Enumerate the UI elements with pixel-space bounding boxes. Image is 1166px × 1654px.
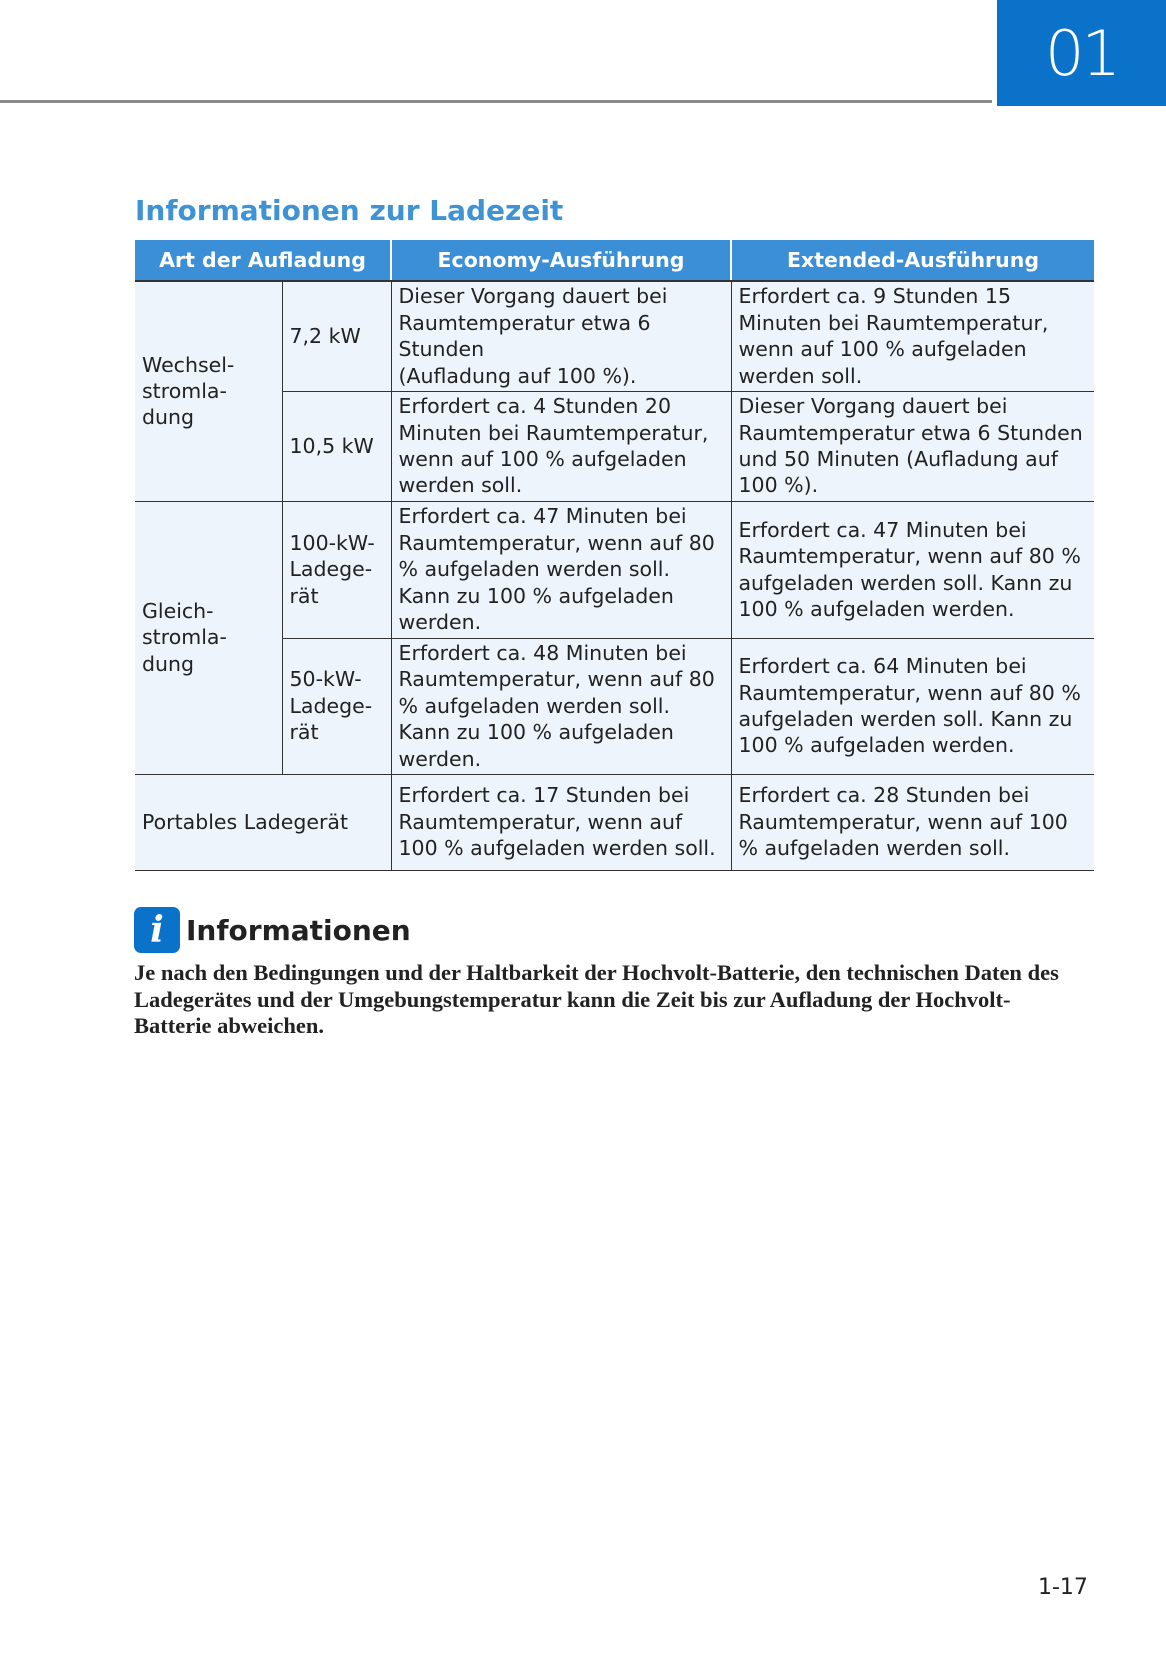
info-heading [134,907,411,953]
type-cell: 50-kW- Ladege- rät [282,638,391,774]
chapter-badge: 01 [997,0,1166,106]
page-number: 1-17 [1038,1575,1088,1600]
extended-cell: Dieser Vorgang dauert bei Raumtemperatur etwa 6 Stunden und 50 Minuten (Aufladung auf 100 %). [731,391,1094,501]
section-title: Informationen zur Ladezeit [135,194,564,227]
info-icon: i [134,907,180,953]
economy-cell: Erfordert ca. 17 Stunden bei Raumtemperatur, wenn auf 100 % aufgeladen werden soll. [391,774,731,870]
table-row [135,281,1094,391]
economy-cell: Erfordert ca. 47 Minuten bei Raumtemperatur, wenn auf 80 % aufgeladen werden soll. Kann zu 100 % aufgeladen werden. [391,501,731,638]
header-rule [0,100,992,103]
economy-cell: Erfordert ca. 48 Minuten bei Raumtemperatur, wenn auf 80 % aufgeladen werden soll. Kann zu 100 % aufgeladen werden. [391,638,731,774]
extended-cell: Erfordert ca. 9 Stunden 15 Minuten bei Raumtemperatur, wenn auf 100 % aufgeladen werden soll. [731,281,1094,391]
extended-cell: Erfordert ca. 47 Minuten bei Raumtemperatur, wenn auf 80 % aufgeladen werden soll. Kann zu 100 % aufgeladen werden. [731,501,1094,638]
table-header-row [135,240,1094,281]
table-row [135,774,1094,870]
column-header: Economy-Ausführung [391,240,731,281]
type-cell: 10,5 kW [282,391,391,501]
economy-cell: Erfordert ca. 4 Stunden 20 Minuten bei Raumtemperatur, wenn auf 100 % aufgeladen werden soll. [391,391,731,501]
group-cell: Gleich- stromla- dung [135,501,282,774]
type-cell: 100-kW- Ladege- rät [282,501,391,638]
column-header: Art der Aufladung [135,240,391,281]
column-header: Extended-Ausführung [731,240,1094,281]
info-text: Je nach den Bedingungen und der Haltbarkeit der Hochvolt-Batterie, den technischen Daten des Ladegerätes und der Umgebungstemperatur kann die Zeit bis zur Aufladung der Hochvolt-Batterie abweichen. [134,960,1059,1038]
charging-time-table [135,240,1094,871]
group-cell: Portables Ladegerät [135,774,391,870]
economy-cell: Dieser Vorgang dauert bei Raumtemperatur etwa 6 Stunden (Aufladung auf 100 %). [391,281,731,391]
info-title: Informationen [186,913,411,947]
type-cell: 7,2 kW [282,281,391,391]
extended-cell: Erfordert ca. 64 Minuten bei Raumtemperatur, wenn auf 80 % aufgeladen werden soll. Kann zu 100 % aufgeladen werden. [731,638,1094,774]
group-cell: Wechsel- stromla- dung [135,281,282,501]
extended-cell: Erfordert ca. 28 Stunden bei Raumtemperatur, wenn auf 100 % aufgeladen werden soll. [731,774,1094,870]
table-row [135,501,1094,638]
